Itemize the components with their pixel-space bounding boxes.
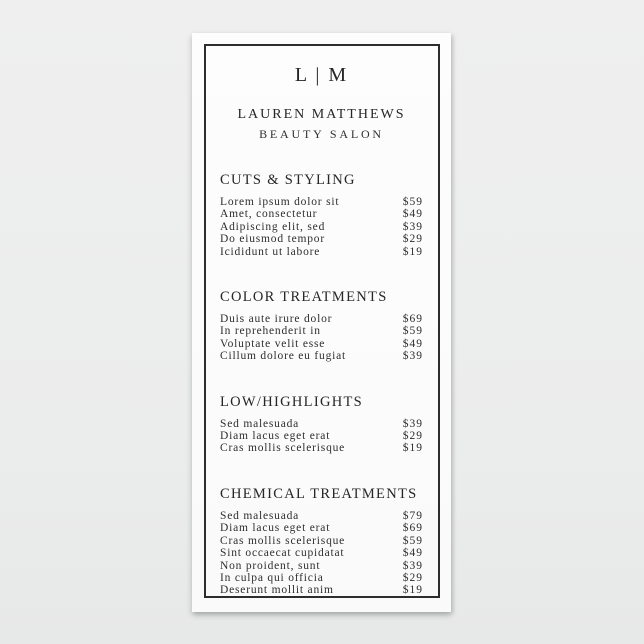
service-name: In reprehenderit in — [220, 325, 321, 338]
business-subtitle: BEAUTY SALON — [259, 127, 384, 141]
service-name: Amet, consectetur — [220, 208, 318, 221]
service-name: Adipiscing elit, sed — [220, 220, 326, 233]
service-price: $19 — [402, 584, 423, 597]
business-name: LAUREN MATTHEWS — [237, 107, 406, 122]
service-name: Cras mollis scelerisque — [220, 442, 346, 455]
section-items — [220, 418, 423, 455]
service-name: Diam lacus eget erat — [220, 522, 331, 535]
price-row — [220, 313, 423, 325]
service-price: $59 — [402, 534, 423, 547]
service-name: Cillum dolore eu fugiat — [220, 350, 347, 363]
section-items — [220, 196, 423, 258]
service-name: Voluptate velit esse — [220, 337, 326, 350]
service-name: In culpa qui officia — [220, 571, 324, 584]
service-price: $39 — [402, 220, 423, 233]
price-row — [220, 350, 423, 362]
service-price: $19 — [402, 245, 423, 258]
section-heading: COLOR TREATMENTS — [220, 289, 388, 306]
service-name: Duis aute irure dolor — [220, 313, 333, 326]
section-items — [220, 510, 423, 597]
service-name: Sed malesuada — [220, 417, 300, 430]
price-row — [220, 510, 423, 522]
service-price: $69 — [402, 313, 423, 326]
service-name: Cras mollis scelerisque — [220, 534, 346, 547]
service-name: Deserunt mollit anim — [220, 584, 334, 597]
price-row — [220, 246, 423, 258]
service-price: $39 — [402, 417, 423, 430]
service-price: $19 — [402, 442, 423, 455]
service-name: Do eiusmod tempor — [220, 233, 325, 246]
service-name: Non proident, sunt — [220, 559, 321, 572]
section-chemical-treatments — [220, 486, 423, 597]
price-row — [220, 325, 423, 337]
price-row — [220, 221, 423, 233]
price-row — [220, 338, 423, 350]
service-price: $69 — [402, 522, 423, 535]
service-price: $49 — [402, 208, 423, 221]
section-heading: LOW/HIGHLIGHTS — [220, 393, 364, 410]
price-row — [220, 442, 423, 454]
price-row — [220, 560, 423, 572]
price-row — [220, 572, 423, 584]
section-heading: CHEMICAL TREATMENTS — [220, 485, 418, 502]
service-price: $59 — [402, 325, 423, 338]
price-list-card — [192, 33, 451, 612]
service-price: $29 — [402, 233, 423, 246]
section-items — [220, 313, 423, 363]
section-color-treatments — [220, 289, 423, 363]
price-row — [220, 584, 423, 596]
price-row — [220, 233, 423, 245]
service-name: Icididunt ut labore — [220, 245, 321, 258]
service-name: Lorem ipsum dolor sit — [220, 196, 340, 208]
service-price: $29 — [402, 430, 423, 443]
price-row — [220, 535, 423, 547]
section-cuts-styling — [220, 172, 423, 258]
price-row — [220, 208, 423, 220]
service-price: $49 — [402, 337, 423, 350]
price-row — [220, 430, 423, 442]
service-name: Sint occaecat cupidatat — [220, 547, 345, 560]
section-low-highlights — [220, 394, 423, 455]
card-border-frame — [204, 44, 440, 598]
price-row — [220, 196, 423, 208]
service-price: $79 — [402, 509, 423, 522]
service-price: $39 — [402, 559, 423, 572]
service-price: $49 — [402, 547, 423, 560]
service-price: $59 — [402, 196, 423, 208]
price-row — [220, 547, 423, 559]
service-name: Diam lacus eget erat — [220, 430, 331, 443]
section-heading: CUTS & STYLING — [220, 172, 356, 188]
service-price: $29 — [402, 571, 423, 584]
service-name: Sed malesuada — [220, 509, 300, 522]
price-row — [220, 418, 423, 430]
service-price: $39 — [402, 350, 423, 363]
monogram: L | M — [294, 64, 349, 86]
price-row — [220, 522, 423, 534]
